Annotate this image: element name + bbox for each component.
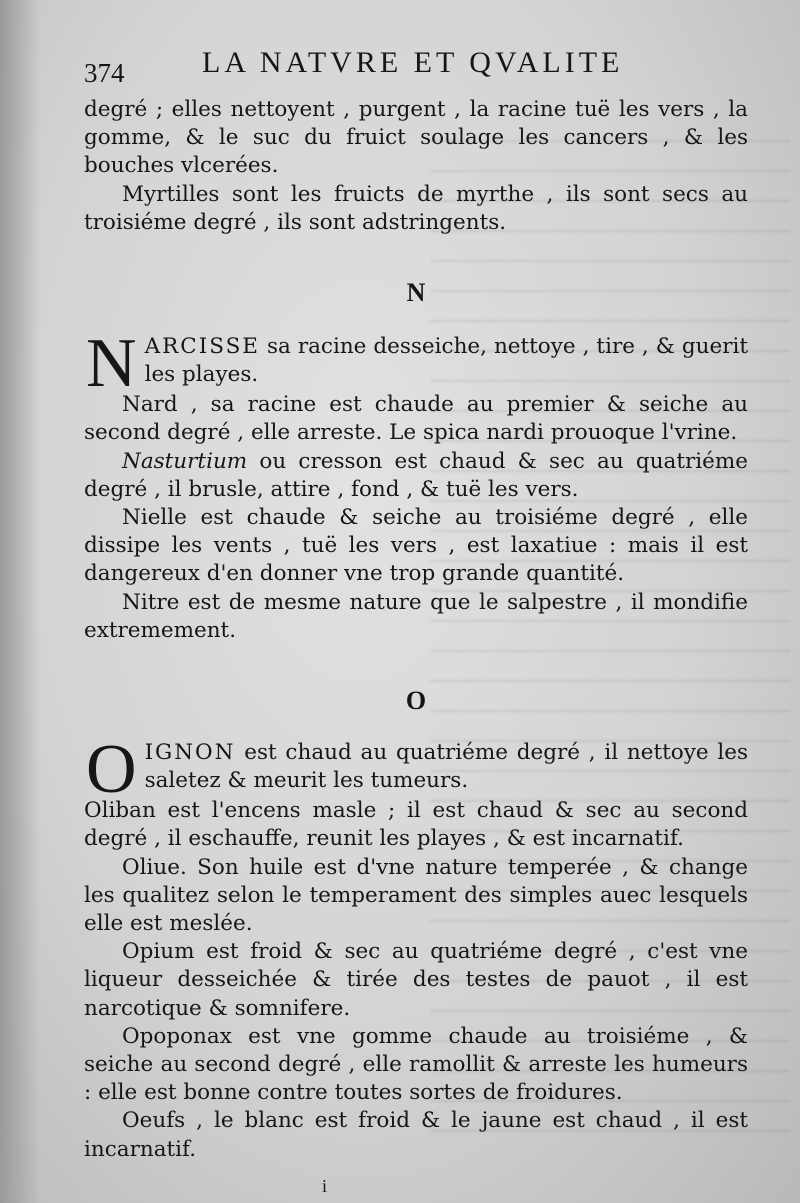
page-number: 374	[84, 58, 125, 88]
paragraph-nitre: Nitre est de mesme nature que le salpestre , il mondifie extremement.	[84, 589, 748, 643]
nasturtium-word: Nasturtium	[122, 448, 248, 474]
paragraph-nard: Nard , sa racine est chaude au premier & seiche au second degré , elle arreste. Le spica nardi prouoque l'vrine.	[84, 392, 748, 446]
page-gutter-shadow	[0, 0, 40, 1203]
section-letter-o: O	[405, 686, 427, 716]
drop-cap-n: N	[86, 325, 137, 403]
paragraph-nielle: Nielle est chaude & seiche au troisiéme degré , elle dissipe les vents , tuë les vers , est laxatiue : mais il est dangereux d'en donner vne trop grande quantité.	[84, 505, 748, 587]
paragraph-oeufs: Oeufs , le blanc est froid & le jaune est chaud , il est incarnatif.	[84, 1108, 748, 1162]
paragraph-nasturtium	[84, 448, 748, 504]
nasturtium-text: ou cresson est chaud & sec au quatriéme degré , il brusle, attire , fond , & tuë les vers.	[84, 448, 748, 502]
paragraph-oignon	[84, 731, 748, 809]
narcisse-text: sa racine desseiche, nettoye , tire , & guerit les playes.	[144, 334, 748, 388]
running-title: LA NATVRE ET QVALITE	[202, 46, 624, 79]
paragraph-narcisse	[84, 325, 748, 403]
section-letter-n: N	[406, 278, 426, 308]
body-text	[84, 96, 748, 1164]
paragraph-oliban: Oliban est l'encens masle ; il est chaud & sec au second degré , il eschauffe, reunit les playes , & est incarnatif.	[84, 798, 748, 852]
paragraph-opoponax: Opoponax est vne gomme chaude au troisiéme , & seiche au second degré , elle ramollit & arreste les humeurs : elle est bonne contre toutes sortes de froidures.	[84, 1023, 748, 1106]
paragraph-myrtilles: Myrtilles sont les fruicts de myrthe , ils sont secs au troisiéme degré , ils sont adstringents.	[84, 181, 748, 235]
drop-cap-o: O	[86, 731, 137, 809]
paragraph-opium: Opium est froid & sec au quatriéme degré , c'est vne liqueur desseichée & tirée des testes de pauot , il est narcotique & somnifere.	[84, 939, 748, 1021]
paragraph-oliue: Oliue. Son huile est d'vne nature temperée , & change les qualitez selon le temperament des simples auec lesquels elle est meslée.	[84, 854, 748, 937]
oignon-word: IGNON	[144, 740, 236, 766]
oignon-text: est chaud au quatriéme degré , il nettoye les saletez & meurit les tumeurs.	[144, 740, 748, 794]
footer-mark: i	[322, 1176, 328, 1196]
paragraph-continuation: degré ; elles nettoyent , purgent , la racine tuë les vers , la gomme, & le suc du fruict soulage les cancers , & les bouches vlcerées.	[84, 97, 748, 179]
narcisse-word: ARCISSE	[144, 334, 260, 360]
